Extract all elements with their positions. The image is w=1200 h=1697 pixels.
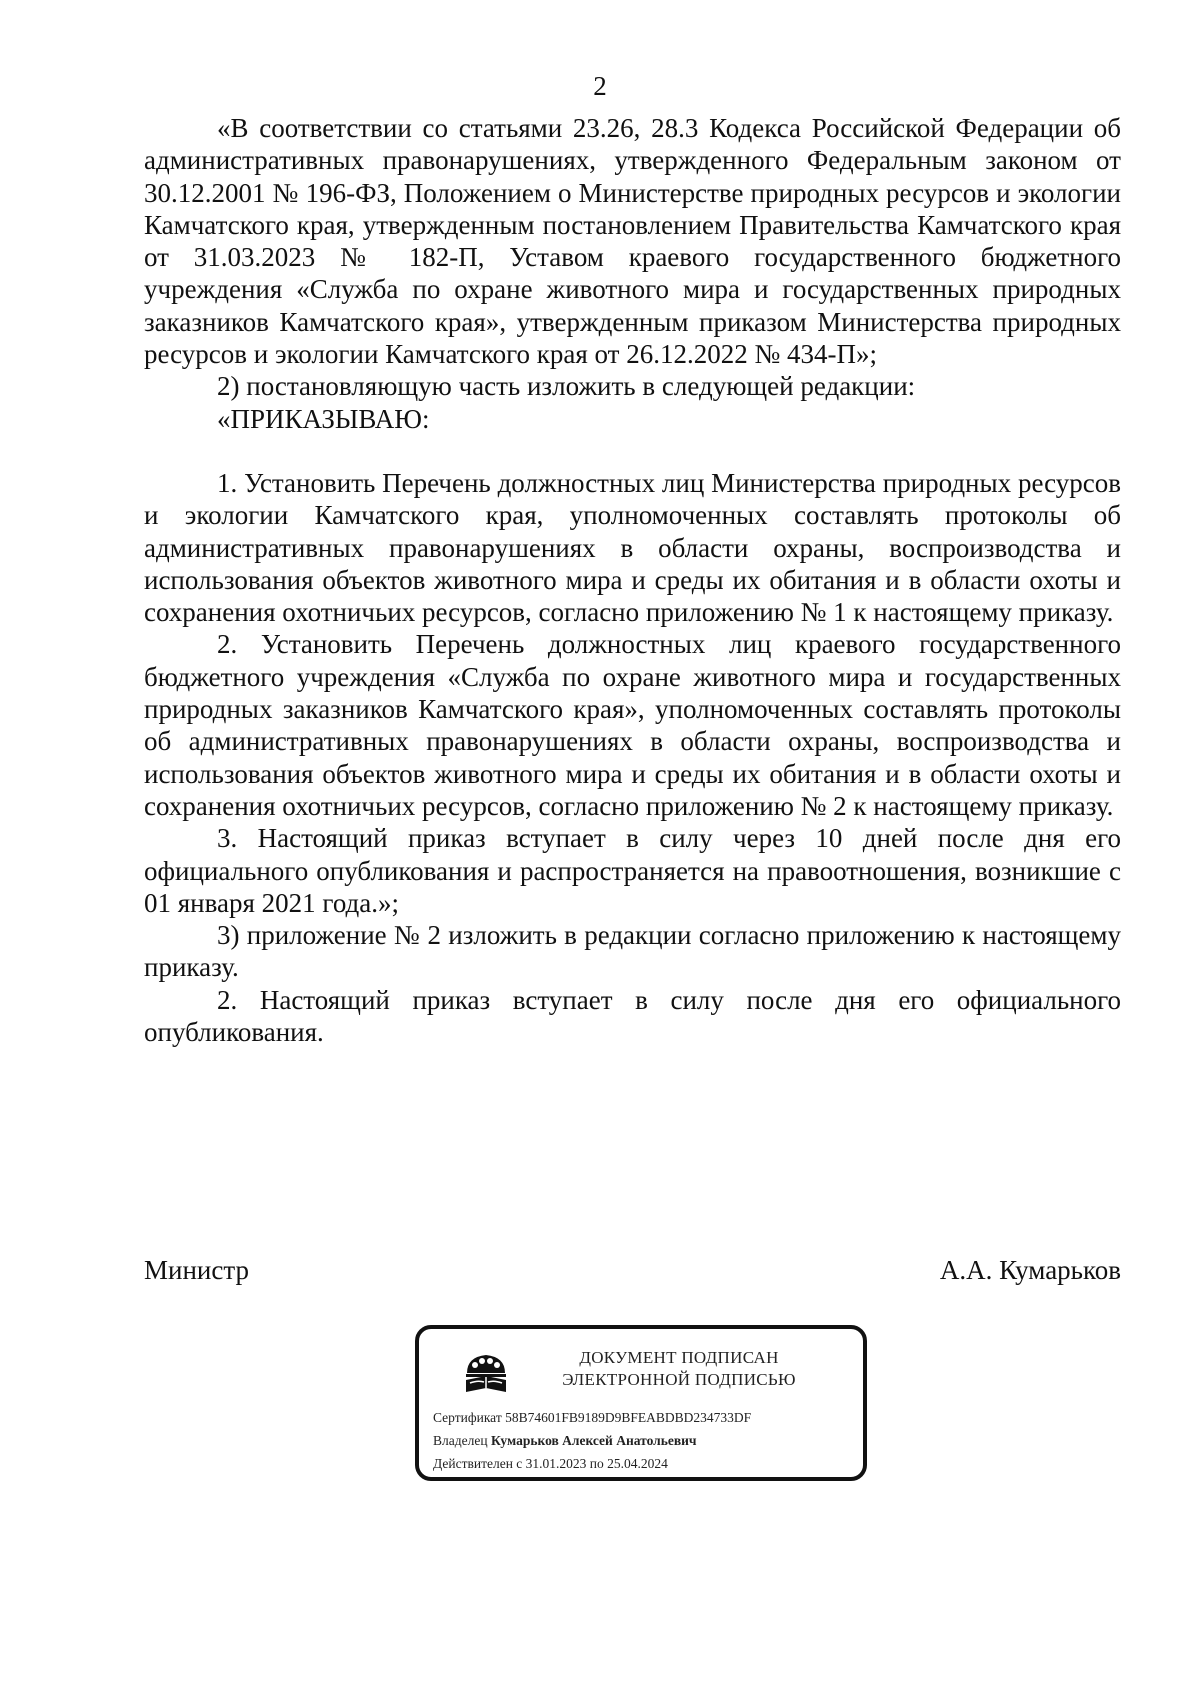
document-body bbox=[144, 112, 1121, 1048]
paragraph-amendment-2: 2) постановляющую часть изложить в следующей редакции: bbox=[217, 371, 916, 402]
valid-label: Действителен с bbox=[433, 1456, 523, 1471]
paragraph-item-2: 2. Установить Перечень должностных лиц краевого государственного бюджетного учреждения «Служба по охране животного мира и государственных природных заказников Камчатского края», уполномоченных составлять протоколы об административных правонарушениях в области охраны, воспроизводства и использования объектов животного мира и среды их обитания и в области охоты и сохранения охотничьих ресурсов, согласно приложению № 2 к настоящему приказу. bbox=[144, 629, 1121, 821]
paragraph-item-3: 3. Настоящий приказ вступает в силу через 10 дней после дня его официального опубликования и распространяется на правоотношения, возникшие с 01 января 2021 года.»; bbox=[144, 823, 1121, 918]
paragraph-amendment-3: 3) приложение № 2 изложить в редакции согласно приложению к настоящему приказу. bbox=[144, 920, 1121, 983]
paragraph-order-heading: «ПРИКАЗЫВАЮ: bbox=[217, 403, 430, 434]
paragraph-final: 2. Настоящий приказ вступает в силу после дня его официального опубликования. bbox=[144, 984, 1121, 1048]
signatory-position: Министр bbox=[144, 1255, 249, 1285]
paragraph-item-1: 1. Установить Перечень должностных лиц Министерства природных ресурсов и экологии Камчатского края, уполномоченных составлять протоколы об административных правонарушениях в области охраны, воспроизводства и использования объектов животного мира и среды их обитания и в области охоты и сохранения охотничьих ресурсов, согласно приложению № 1 к настоящему приказу. bbox=[144, 467, 1121, 628]
kamchatka-coat-of-arms-icon bbox=[461, 1347, 511, 1397]
valid-to: 25.04.2024 bbox=[607, 1456, 668, 1471]
valid-to-label: по bbox=[589, 1456, 604, 1471]
stamp-title-line1: ДОКУМЕНТ ПОДПИСАН bbox=[579, 1348, 779, 1367]
signature-block bbox=[144, 1254, 1121, 1286]
stamp-owner-line bbox=[433, 1432, 697, 1450]
paragraph-preamble: «В соответствии со статьями 23.26, 28.3 Кодекса Российской Федерации об административных правонарушениях, утвержденного Федеральным законом от 30.12.2001 № 196-ФЗ, Положением о Министерстве природных ресурсов и экологии Камчатского края, утвержденным постановлением Правительства Камчатского края от 31.03.2023 № 182-П, Уставом краевого государственного бюджетного учреждения «Служба по охране животного мира и государственных природных заказников Камчатского края», утвержденным приказом Министерства природных ресурсов и экологии Камчатского края от 26.12.2022 № 434-П»; bbox=[144, 113, 1121, 370]
stamp-title bbox=[519, 1347, 839, 1391]
signatory-name: А.А. Кумарьков bbox=[939, 1255, 1121, 1285]
owner-value: Кумарьков Алексей Анатольевич bbox=[490, 1433, 697, 1448]
certificate-label: Сертификат bbox=[433, 1410, 502, 1425]
stamp-validity-line bbox=[433, 1455, 668, 1473]
stamp-certificate-line bbox=[433, 1409, 751, 1427]
valid-from: 31.01.2023 bbox=[525, 1456, 587, 1471]
e-signature-stamp bbox=[415, 1325, 867, 1481]
page-number: 2 bbox=[593, 71, 607, 101]
stamp-title-line2: ЭЛЕКТРОННОЙ ПОДПИСЬЮ bbox=[562, 1370, 796, 1389]
owner-label: Владелец bbox=[433, 1433, 488, 1448]
certificate-value: 58B74601FB9189D9BFEABDBD234733DF bbox=[505, 1410, 752, 1425]
